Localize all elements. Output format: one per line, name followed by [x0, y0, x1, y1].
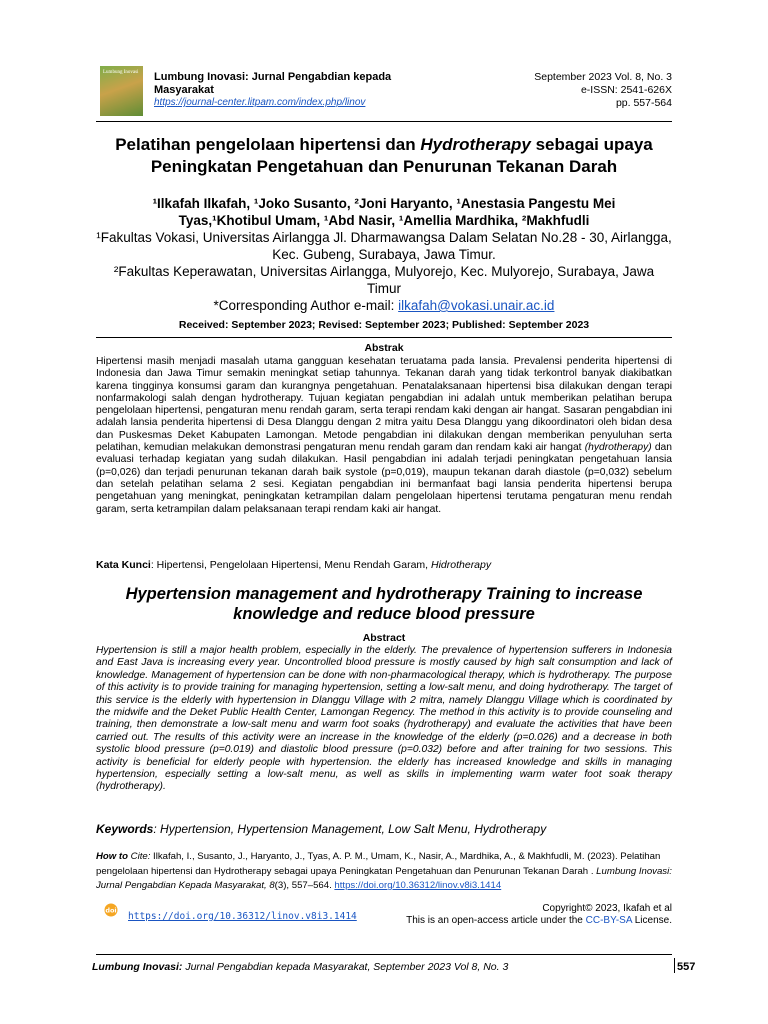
cite-journal: Lumbung Inovasi: Jurnal Pengabdian Kepada Masyarakat, 8: [96, 865, 672, 891]
footer-journal-bold: Lumbung Inovasi:: [92, 961, 183, 973]
footer-rule: [96, 954, 672, 955]
abstrak-italic: (hydrotherapy): [584, 442, 652, 454]
authors-line2: Tyas,¹Khotibul Umam, ¹Abd Nasir, ¹Amellia Mardhika, ²Makhfudli: [178, 213, 590, 228]
footer-journal-rest: Jurnal Pengabdian kepada Masyarakat, September 2023 Vol 8, No. 3: [182, 961, 509, 973]
abstrak-part: dan evaluasi terhadap kegiatan yang sudah dilakukan. Hasil pengabdian ini adalah terjadi peningkatan pengetahuan lansia (p=0,026) dan terjadi penurunan tekanan darah baik systole (p=0,019), maupun tekanan darah diastole (p=0,032) sebelum dan setelah pelatihan selama 2 sesi. Kegiatan pengabdian ini bermanfaat bagi lansia penderita hipertensi berupa pengetahuan yang meningkat, peningkatan ketrampilan dalam pengelolaan hipertensi terutama pengaturan menu rendah garam, serta ketrampilan dalam pelaksanaan terapi rendam kaki air hangat.: [96, 442, 672, 515]
doi-logo-icon: [104, 903, 126, 917]
cite-doi-link[interactable]: https://doi.org/10.36312/linov.v8i3.1414: [334, 880, 502, 891]
doi-link[interactable]: https://doi.org/10.36312/linov.v8i3.1414: [128, 911, 357, 922]
page-number: 557: [677, 961, 696, 973]
keywords-text: : Hypertension, Hypertension Management, Low Salt Menu, Hydrotherapy: [153, 822, 547, 836]
license-line: [312, 915, 672, 927]
title-part: Pelatihan pengelolaan hipertensi dan: [115, 135, 421, 154]
pages-line: pp. 557-564: [615, 97, 672, 109]
kata-kunci-label: Kata Kunci: [96, 559, 151, 571]
english-title: [96, 584, 672, 624]
kata-kunci-text: : Hipertensi, Pengelolaan Hipertensi, Menu Rendah Garam,: [150, 559, 431, 571]
abstract-text: Hypertension is still a major health problem, especially in the elderly. The prevalence of hypertension sufferers in Indonesia and East Java is increasing every year. Uncontrolled blood pressure is mostly caused by high salt consumption and lack of knowledge. Management of hypertension can be done with non-pharmacological therapy, which is hydrotherapy. The purpose of this activity is to provide training for managing hypertension, setting a low-salt menu, and doing hydrotherapy. The target of this service is the elderly with hypertension in Dlanggu Village with 2 mitra, namely Dlanggu Village which is coordinated by the midwife and the Deket Public Health Center, Lamongan Regency. The method in this activity is to provide counseling and training, then demonstrate a low-salt menu and warm foot soaks (hydrotherapy) and evaluate the activities that have been carried out. The results of this activity were an increase in the knowledge of the elderly (p=0.026) and a decrease in both systolic blood pressure (p=0.019) and diastolic blood pressure (p=0.032) before and after training for two sessions. This activity is beneficial for elderly people with hypertension. the elderly has increased knowledge and skills in managing hypertension, especially setting a low-salt menu, as well as skills in implementing warm water foot soak therapy (hydrotherapy).: [96, 645, 672, 793]
authors-line1: ¹Ilkafah Ilkafah, ¹Joko Susanto, ²Joni Haryanto, ¹Anestasia Pangestu Mei: [152, 196, 616, 211]
eissn-line: e-ISSN: 2541-626X: [580, 84, 672, 96]
footer-journal: [92, 961, 508, 973]
corresponding-author: [96, 297, 672, 314]
journal-url-link[interactable]: https://journal-center.litpam.com/index.php/linov: [154, 97, 366, 108]
footer-separator: [674, 958, 675, 973]
keywords: [96, 822, 672, 836]
cover-title: Lumbung Inovasi: [103, 70, 139, 75]
issue-info: [472, 71, 672, 110]
header-rule: [96, 121, 672, 122]
cite-text: Ilkafah, I., Susanto, J., Haryanto, J., Tyas, A. P. M., Umam, K., Nasir, A., Mardhika, A., & Makhfudli, M. (2023). Pelatihan pengelolaan hipertensi dan Hydrotherapy sebagai upaya Peningkatan Pengetahuan dan Penurunan Tekanan Darah .: [96, 851, 661, 877]
how-to-cite: [96, 850, 672, 894]
title-part: sebagai upaya: [530, 135, 653, 154]
license-text-end: License.: [631, 915, 672, 926]
cite-text2: (3), 557–564.: [274, 880, 335, 891]
title-italic: Hydrotherapy: [420, 135, 531, 154]
title-line2: Peningkatan Pengetahuan dan Penurunan Tekanan Darah: [150, 157, 618, 176]
corr-email-link[interactable]: ilkafah@vokasi.unair.ac.id: [398, 298, 555, 313]
en-title-line2: knowledge and reduce blood pressure: [233, 605, 535, 623]
dates-rule: [96, 337, 672, 338]
affiliations: [96, 229, 672, 314]
affiliation-1: ¹Fakultas Vokasi, Universitas Airlangga Jl. Dharmawangsa Dalam Selatan No.28 - 30, Airlangga, Kec. Gubeng, Surabaya, Jawa Timur.: [96, 230, 672, 262]
keywords-label: Keywords: [96, 822, 154, 836]
doi-logo-text: doi: [105, 906, 117, 915]
kata-kunci: [96, 559, 672, 571]
abstrak-part: Hipertensi masih menjadi masalah utama gangguan kesehatan teruatama pada lansia. Prevalensi penderita hipertensi di Indonesia dan Jawa Timur semakin meningkat setiap tahunnya. Tekanan darah yang tidak terkontrol banyak diakibatkan karena tingginya konsumsi garam dan kurangnya pengetahuan. Penatalaksanaan hipertensi bisa dilakukan dengan terapi nonfarmakologi salah dengan hydrotherapy. Tujuan kegiatan pengabdian ini adalah untuk memberikan pelatihan berupa pengelolaan hipertensi, pengaturan menu rendah garam, serta terapi rendam kaki dengan air hangat. Sasaran pengabdian ini adalah lansia penderita hipertensi di Desa Dlanggu dengan 2 mitra yaitu Desa Dlanggu yang dikoordinatori oleh bidan desa dan Puskesmas Deket Kabupaten Lamongan. Metode pengabdian ini dilakukan dengan memberikan penyuluhan serta pelatihan, kemudian melakukan demonstrasi pengaturan menu rendah garam dan rendam kaki air hangat: [96, 356, 672, 454]
cite-label: How to: [96, 851, 131, 862]
kata-kunci-italic: Hidrotherapy: [431, 559, 492, 571]
article-title: [96, 134, 672, 178]
abstrak-heading: Abstrak: [364, 342, 404, 354]
journal-title: Lumbung Inovasi: Jurnal Pengabdian kepada Masyarakat: [154, 71, 392, 96]
publication-dates: Received: September 2023; Revised: September 2023; Published: September 2023: [178, 319, 590, 331]
license-link[interactable]: CC-BY-SA: [585, 915, 632, 926]
license-text: This is an open-access article under the: [406, 915, 586, 926]
abstract-heading: Abstract: [362, 632, 406, 644]
journal-cover-image: [100, 66, 143, 116]
issue-line: September 2023 Vol. 8, No. 3: [534, 71, 672, 83]
copyright-line: Copyright© 2023, Ikafah et al: [542, 903, 672, 914]
corr-label: *Corresponding Author e-mail:: [213, 298, 399, 313]
cite-word: Cite:: [130, 851, 151, 862]
affiliation-2: ²Fakultas Keperawatan, Universitas Airlangga, Mulyorejo, Kec. Mulyorejo, Surabaya, Jawa Timur: [113, 264, 655, 296]
abstrak-text: [96, 356, 672, 516]
en-title-line1: Hypertension management and hydrotherapy Training to increase: [125, 585, 643, 603]
author-list: [120, 195, 648, 229]
copyright-block: [312, 903, 672, 927]
